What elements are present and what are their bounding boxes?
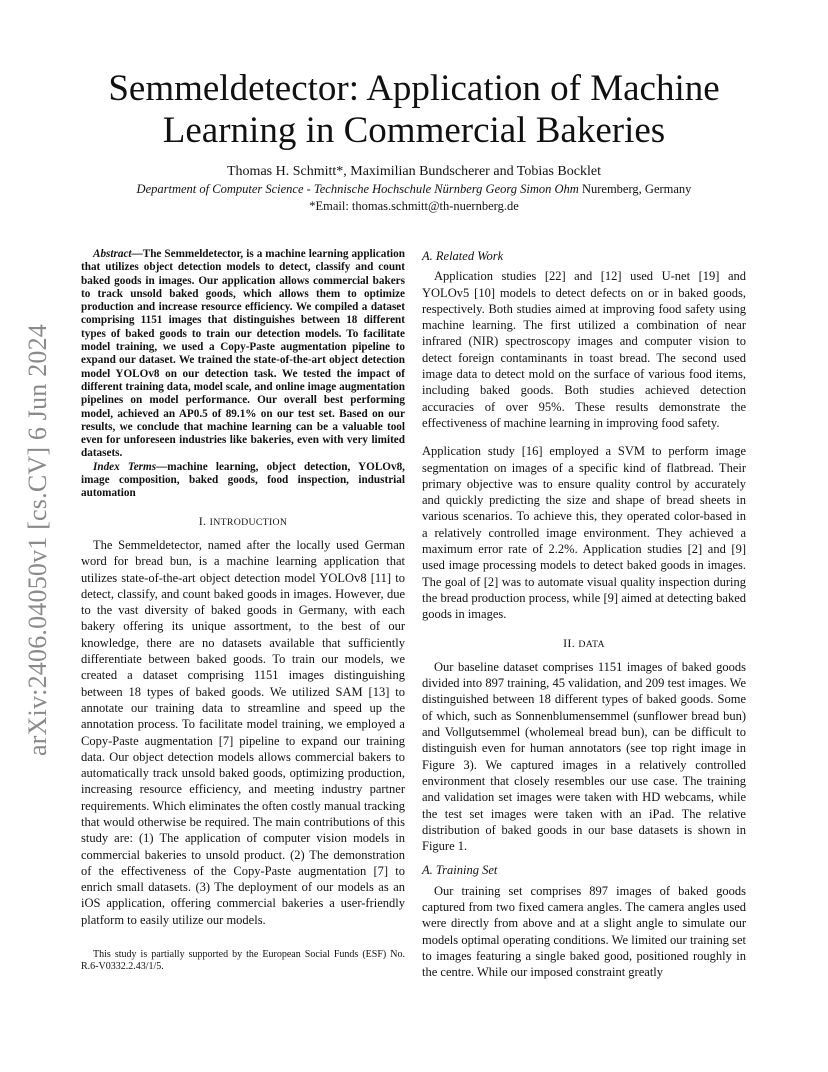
affiliation-department: Department of Computer Science - Technische Hochschule Nürnberg Georg Simon Ohm [136, 182, 579, 196]
left-column [81, 248, 405, 928]
section-introduction-heading: I. INTRODUCTION [198, 513, 288, 528]
email: *Email: thomas.schmitt@th-nuernberg.de [309, 199, 519, 213]
authors: Thomas H. Schmitt*, Maximilian Bundscherer and Tobias Bocklet [227, 164, 601, 179]
index-terms [81, 461, 405, 501]
affiliation-place: Nuremberg, Germany [578, 182, 692, 196]
related-work-paragraph-1: Application studies [22] and [12] used U-net [19] and YOLOv5 [10] models to detect defects on or in baked goods, respectively. Both studies aimed at improving food safety using machine learning. The first utilized a combination of near infrared (NIR) spectroscopy images and computer vision to detect foreign contaminants in toast bread. The second used image data to detect mold on the surface of various food items, including baked goods. Both studies achieved detection accuracies of over 95%. These results demonstrate the effectiveness of machine learning in improving food safety. [422, 269, 746, 430]
abstract [81, 248, 405, 461]
right-column [422, 248, 746, 980]
index-terms-body: —machine learning, object detection, YOLOv8, image composition, baked goods, food inspection, industrial automation [81, 460, 405, 500]
arxiv-stamp [18, 300, 58, 780]
arxiv-stamp-text: arXiv:2406.04050v1 [cs.CV] 6 Jun 2024 [23, 323, 52, 757]
paper-title: Semmeldetector: Application of Machine Learning in Commercial Bakeries [108, 68, 720, 151]
affiliation [60, 182, 768, 197]
section-data-heading: II. DATA [563, 635, 605, 650]
related-work-paragraph-2: Application study [16] employed a SVM to perform image segmentation on images of a specific kind of flatbread. Their primary objective was to ensure quality control by accurately and quickly predicting the size and shape of bread sheets in various scenarios. To achieve this, they operated color-based in a relatively controlled image environment. They achieved a maximum error rate of 2.2%. Application studies [2] and [9] used image processing models to detect baked goods in images. The goal of [2] was to automate visual quality inspection during the bread production process, while [9] aimed at detecting baked goods in images. [422, 444, 746, 622]
index-terms-lead: Index Terms [93, 460, 157, 473]
related-work-heading: A. Related Work [422, 249, 504, 263]
abstract-lead: Abstract [93, 248, 132, 260]
training-set-paragraph: Our training set comprises 897 images of baked goods captured from two fixed camera angles. The camera angles used were directly from above and at a slight angle to simulate our models optimal operating conditions. We limited our training set to images featuring a single baked good, positioned roughly in the centre. While our imposed constraint greatly [422, 883, 746, 980]
introduction-paragraph: The Semmeldetector, named after the locally used German word for bread bun, is a machine learning application that utilizes state-of-the-art object detection model YOLOv8 [11] to detect, classify, and count baked goods in images. However, due to the vast diversity of baked goods in Germany, with each bakery offering its unique assortment, to the best of our knowledge, there are no datasets available that sufficiently differentiate between baked goods. To train our models, we created a dataset comprising 1151 images distinguishing between 18 types of baked goods. We utilized SAM [13] to annotate our training data to streamline and speed up the annotation process. To facilitate model training, we employed a Copy-Paste augmentation [7] pipeline to expand our training data. Our object detection models allows commercial bakers to automatically track unsold baked goods, optimizing production, increasing resource efficiency, and meeting industry partner requirements. Which eliminates the often costly manual tracking that would otherwise be required. The main contributions of this study are: (1) The application of computer vision models in commercial bakeries to unsold product. (2) The demonstration of the effectiveness of the Copy-Paste augmentation [7] to enrich small datasets. (3) The deployment of our models as an iOS application, offering commercial bakeries a user-friendly platform to easily utilize our models. [81, 537, 405, 927]
data-paragraph: Our baseline dataset comprises 1151 images of baked goods divided into 897 training, 45 validation, and 209 test images. We distinguished between 18 different types of baked goods. Some of which, such as Sonnenblumensemmel (sunflower bread bun) and Vollgutsemmel (wholemeal bread bun), can be difficult to distinguish even for human annotators (see top right image in Figure 3). We captured images in a relatively controlled environment that closely resembles our use case. The training and validation set images were taken with HD webcams, while the test set images were taken with an iPad. The relative distribution of baked goods in our base datasets is shown in Figure 1. [422, 659, 746, 854]
training-set-heading: A. Training Set [422, 863, 498, 878]
abstract-body: —The Semmeldetector, is a machine learning application that utilizes object detection models to detect, classify and count baked goods in images. Our application allows commercial bakers to track unsold baked goods, which allows them to optimize production and increase resource efficiency. We compiled a dataset comprising 1151 images that distinguishes between 18 different types of baked goods to train our detection models. To facilitate model training, we used a Copy-Paste augmentation pipeline to expand our dataset. We trained the state-of-the-art object detection model YOLOv8 on our detection task. We tested the impact of different training data, model scale, and online image augmentation pipelines on model performance. Our overall best performing model, achieved an AP0.5 of 89.1% on our test set. Based on our results, we conclude that machine learning can be a valuable tool even for unforeseen industries like bakeries, even with very limited datasets. [81, 248, 405, 460]
footnote: This study is partially supported by the European Social Funds (ESF) No. R.6-V0332.2.43/1/5. [81, 949, 405, 972]
